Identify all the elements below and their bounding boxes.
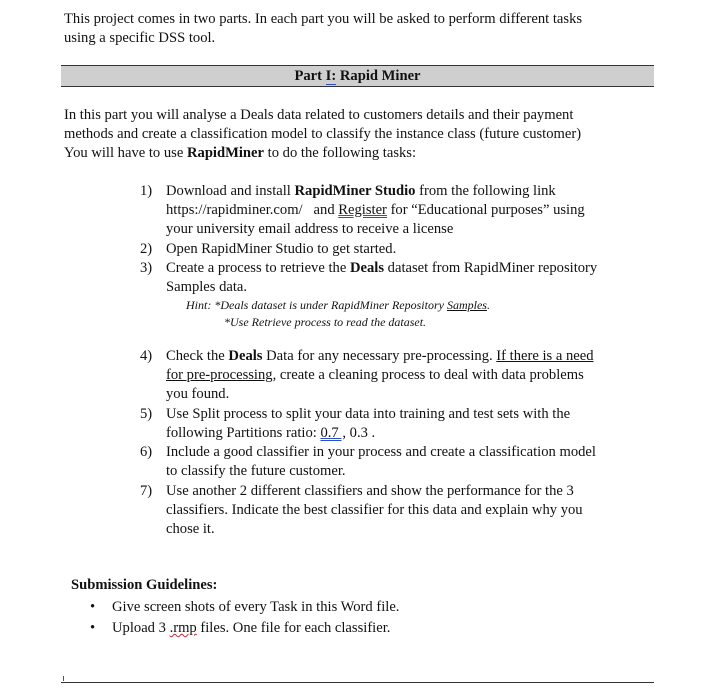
desc-line-1: In this part you will analyse a Deals data related to customers details and their payment: [64, 107, 574, 123]
register-word: Register: [338, 202, 387, 218]
task-5: 5) Use Split process to split your data into training and test sets with the following Partitions ratio: 0.7 , 0.3 .: [140, 406, 571, 441]
submission-bullet-1: • Give screen shots of every Task in this Word file.: [90, 599, 400, 615]
cursor-tick: [63, 676, 64, 681]
deals-bold: Deals: [228, 348, 263, 364]
heading-numeral: I: [325, 68, 332, 84]
desc-line-3: You will have to use RapidMiner to do the following tasks:: [64, 145, 417, 161]
rapidminer-studio-bold: RapidMiner Studio: [294, 183, 416, 199]
heading-colon: :: [331, 68, 337, 84]
task-1: 1) Download and install RapidMiner Studio from the following link https://rapidminer.com/ and Register for “Educational purposes” using your university email address to receive a license: [140, 183, 585, 237]
rapidminer-link[interactable]: https://rapidminer.com/: [166, 202, 303, 218]
task-3: 3) Create a process to retrieve the Deals dataset from RapidMiner repository Samples data.: [140, 260, 598, 295]
hint-line-2: *Use Retrieve process to read the dataset.: [224, 315, 427, 329]
footer-rule: [61, 682, 654, 683]
rapidminer-bold: RapidMiner: [186, 145, 265, 161]
part-heading: [61, 65, 654, 87]
heading-title: Rapid Miner: [336, 68, 421, 84]
task-number: 6): [140, 444, 153, 460]
task-number: 4): [140, 348, 153, 364]
partition-ratio: 0.7 ,: [320, 425, 346, 441]
bullet-icon: •: [90, 620, 96, 636]
bullet-icon: •: [90, 599, 96, 615]
task-number: 3): [140, 260, 153, 276]
submission-title: Submission Guidelines:: [71, 577, 218, 593]
intro-line-2: using a specific DSS tool.: [64, 30, 216, 46]
part-description: [64, 106, 664, 163]
task-2: 2) Open RapidMiner Studio to get started.: [140, 241, 397, 257]
task-number: 2): [140, 241, 153, 257]
task-number: 5): [140, 406, 153, 422]
intro-line-1: This project comes in two parts. In each part you will be asked to perform different tasks: [64, 11, 583, 27]
rmp-extension: .rmp: [169, 620, 197, 636]
task-6: 6) Include a good classifier in your process and create a classification model to classify the future customer.: [140, 444, 596, 479]
task-7: 7) Use another 2 different classifiers and show the performance for the 3 classifiers. Indicate the best classifier for this data and explain why you chose it.: [140, 483, 583, 537]
task-4: 4) Check the Deals Data for any necessary pre-processing. If there is a need for pre-processing, create a cleaning process to deal with data problems you found.: [140, 348, 594, 402]
deals-bold: Deals: [349, 260, 385, 276]
submission-bullet-2: • Upload 3 .rmp files. One file for each classifier.: [90, 620, 391, 636]
task-number: 7): [140, 483, 153, 499]
intro-paragraph: [64, 10, 664, 48]
heading-prefix: Part: [294, 68, 326, 84]
task-number: 1): [140, 183, 153, 199]
hint-line-1: Hint: *Deals dataset is under RapidMiner Repository Samples.: [186, 298, 490, 312]
samples-link: Samples: [446, 298, 487, 312]
desc-line-2: methods and create a classification model to classify the instance class (future customer): [64, 126, 582, 142]
